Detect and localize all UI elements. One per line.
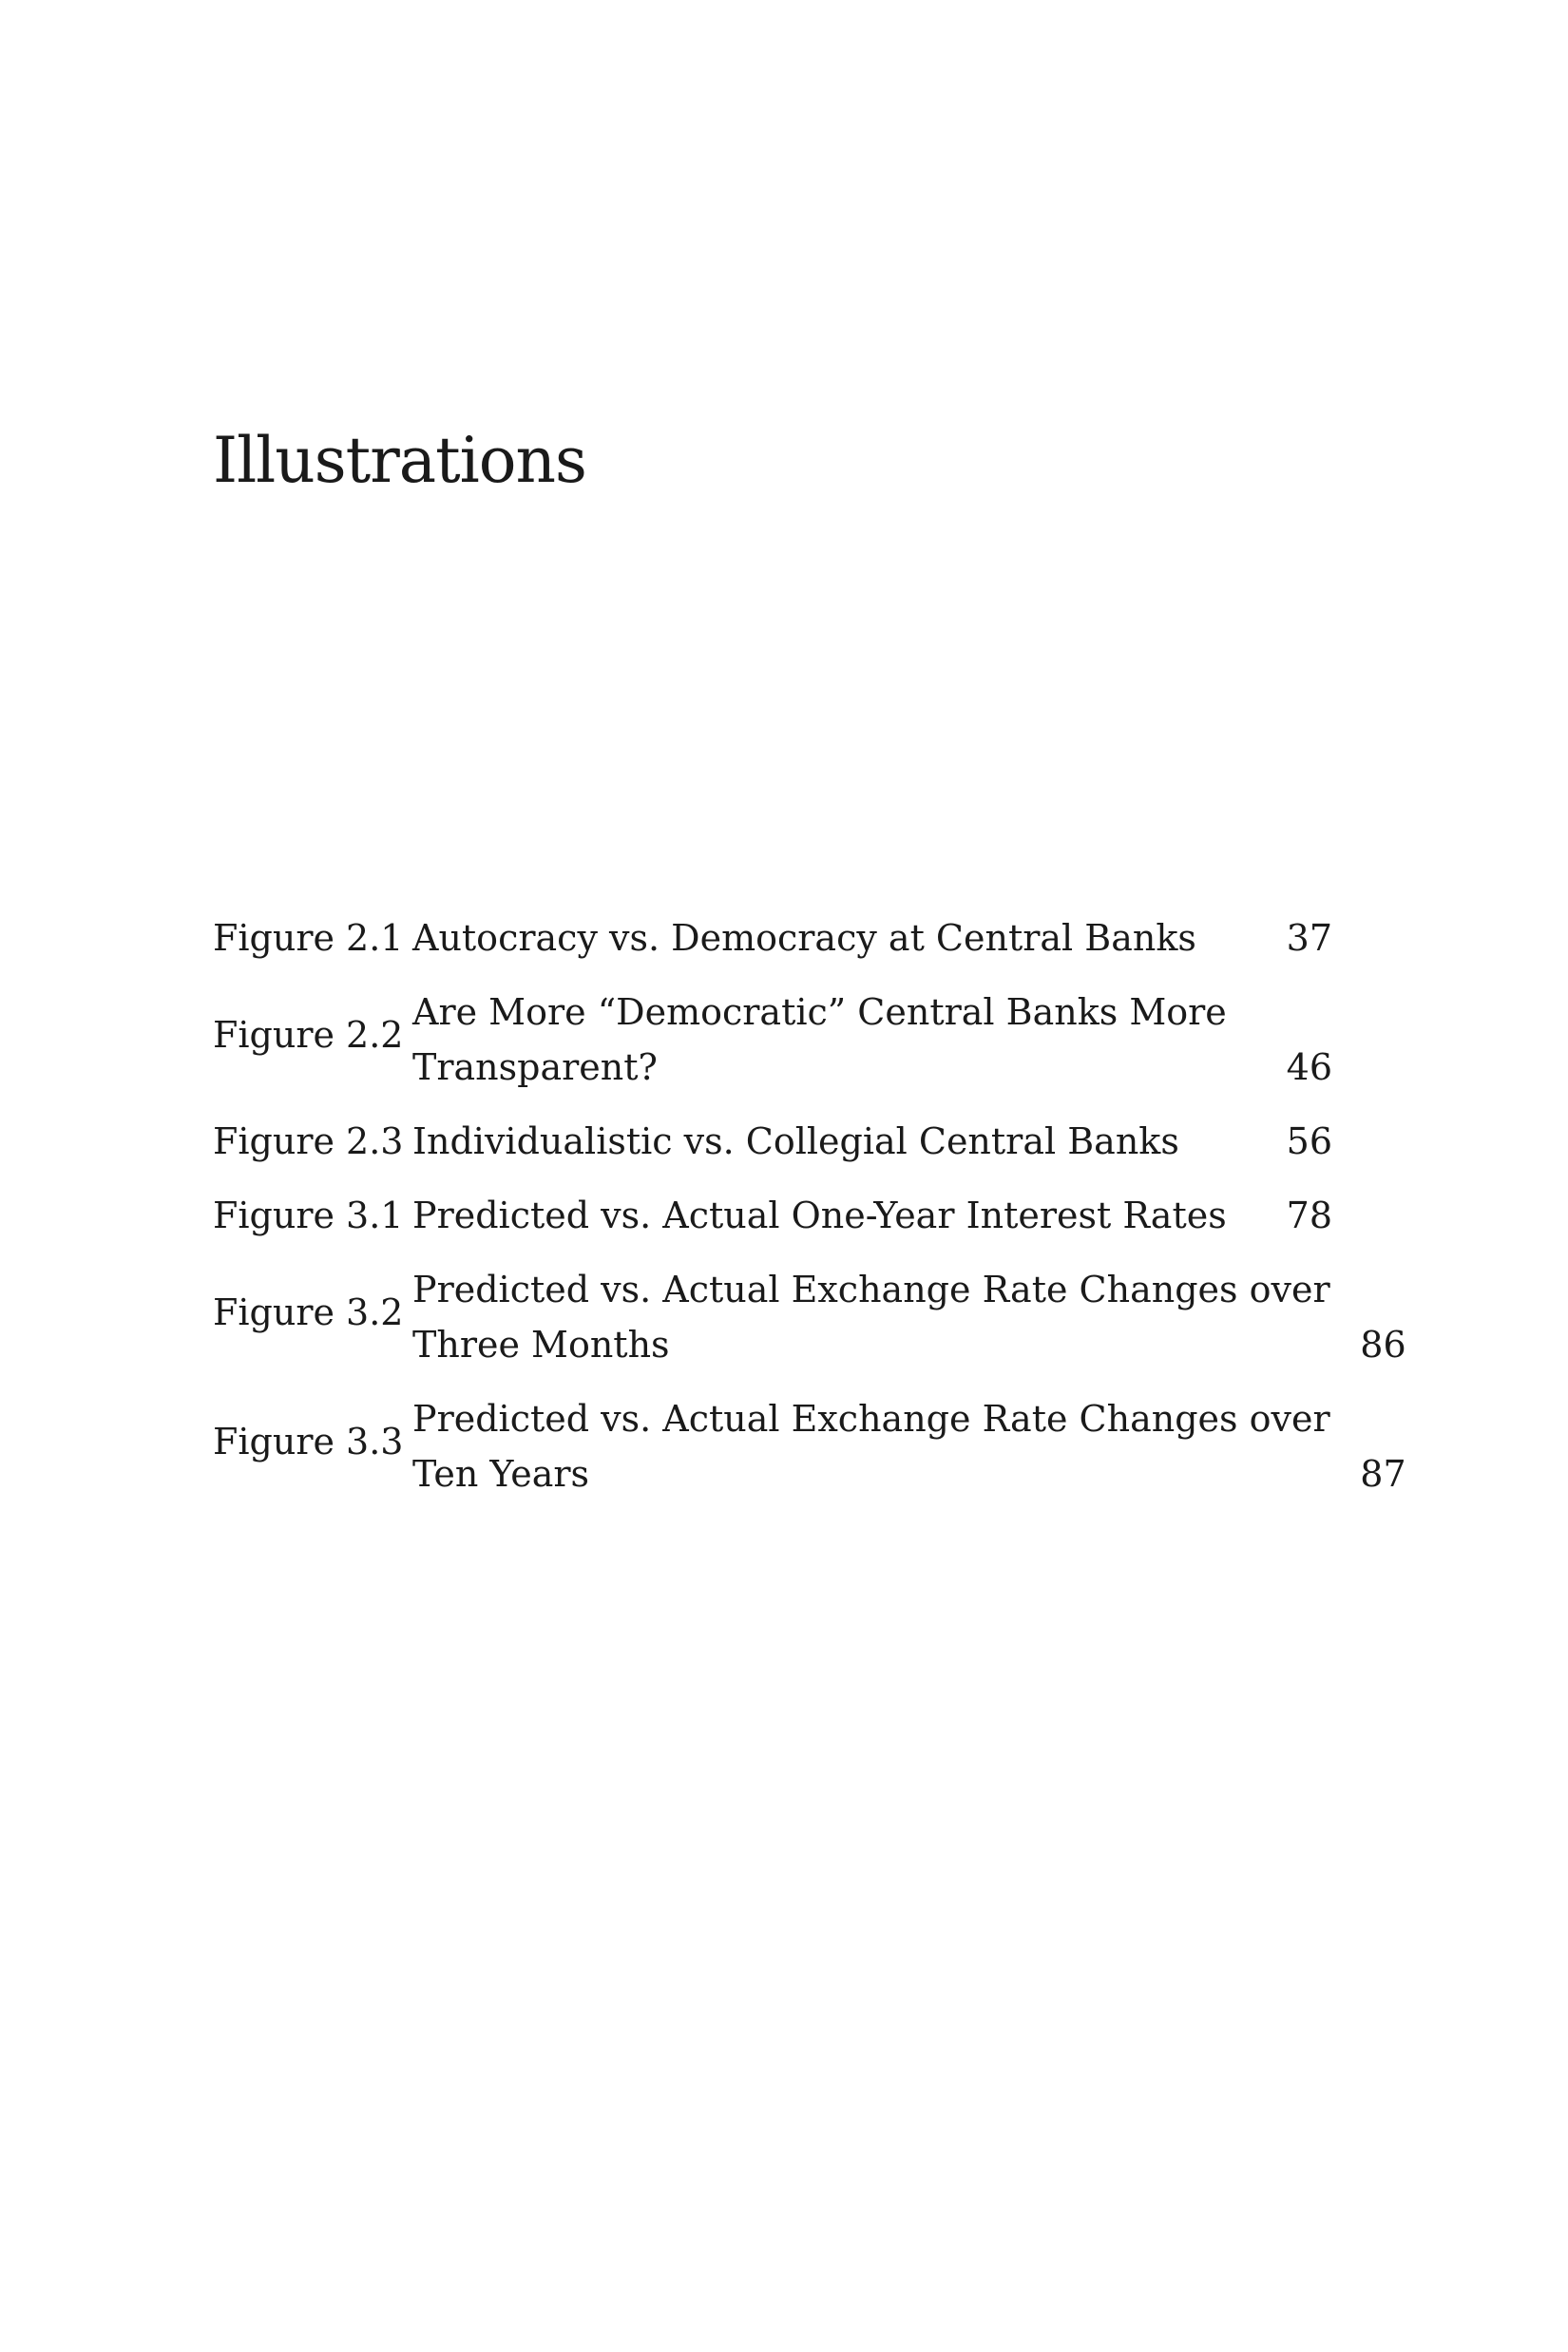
page-number: 86 — [1360, 1324, 1406, 1366]
figure-title — [412, 985, 1256, 1095]
figure-title-line: Individualistic vs. Collegial Central Banks — [412, 1120, 1179, 1162]
figure-title — [412, 1114, 1256, 1169]
figure-title — [412, 1391, 1330, 1501]
figure-title — [412, 1262, 1330, 1372]
figure-title-line: Ten Years — [412, 1453, 590, 1495]
figure-label: Figure 3.3 — [213, 1421, 404, 1463]
page-number: 46 — [1286, 1046, 1332, 1088]
figure-label: Figure 3.2 — [213, 1291, 404, 1333]
figure-title-line: Autocracy vs. Democracy at Central Banks — [412, 917, 1196, 959]
figure-title-line: Transparent? — [412, 1046, 658, 1088]
figure-title-line: Predicted vs. Actual One-Year Interest Rates — [412, 1195, 1227, 1236]
list-item — [213, 985, 1332, 1095]
figure-label: Figure 2.2 — [213, 1014, 404, 1056]
list-item — [213, 1188, 1332, 1243]
page-number: 87 — [1360, 1453, 1406, 1495]
page-number: 37 — [1286, 917, 1332, 959]
figure-title-line: Predicted vs. Actual Exchange Rate Changes over — [412, 1398, 1330, 1440]
page-title: Illustrations — [213, 424, 586, 497]
figure-label: Figure 2.1 — [213, 917, 404, 959]
figure-title-line: Three Months — [412, 1324, 670, 1366]
page-number: 56 — [1286, 1120, 1332, 1162]
figure-title-line: Are More “Democratic” Central Banks More — [412, 991, 1227, 1033]
figure-label: Figure 3.1 — [213, 1195, 404, 1236]
illustration-list — [213, 910, 1406, 1501]
list-item — [213, 1391, 1406, 1501]
figure-label: Figure 2.3 — [213, 1120, 404, 1162]
list-item — [213, 1262, 1406, 1372]
page-number: 78 — [1286, 1195, 1332, 1236]
list-item — [213, 910, 1332, 966]
list-item — [213, 1114, 1332, 1169]
figure-title — [412, 910, 1256, 966]
figure-title — [412, 1188, 1256, 1243]
figure-title-line: Predicted vs. Actual Exchange Rate Changes over — [412, 1269, 1330, 1310]
